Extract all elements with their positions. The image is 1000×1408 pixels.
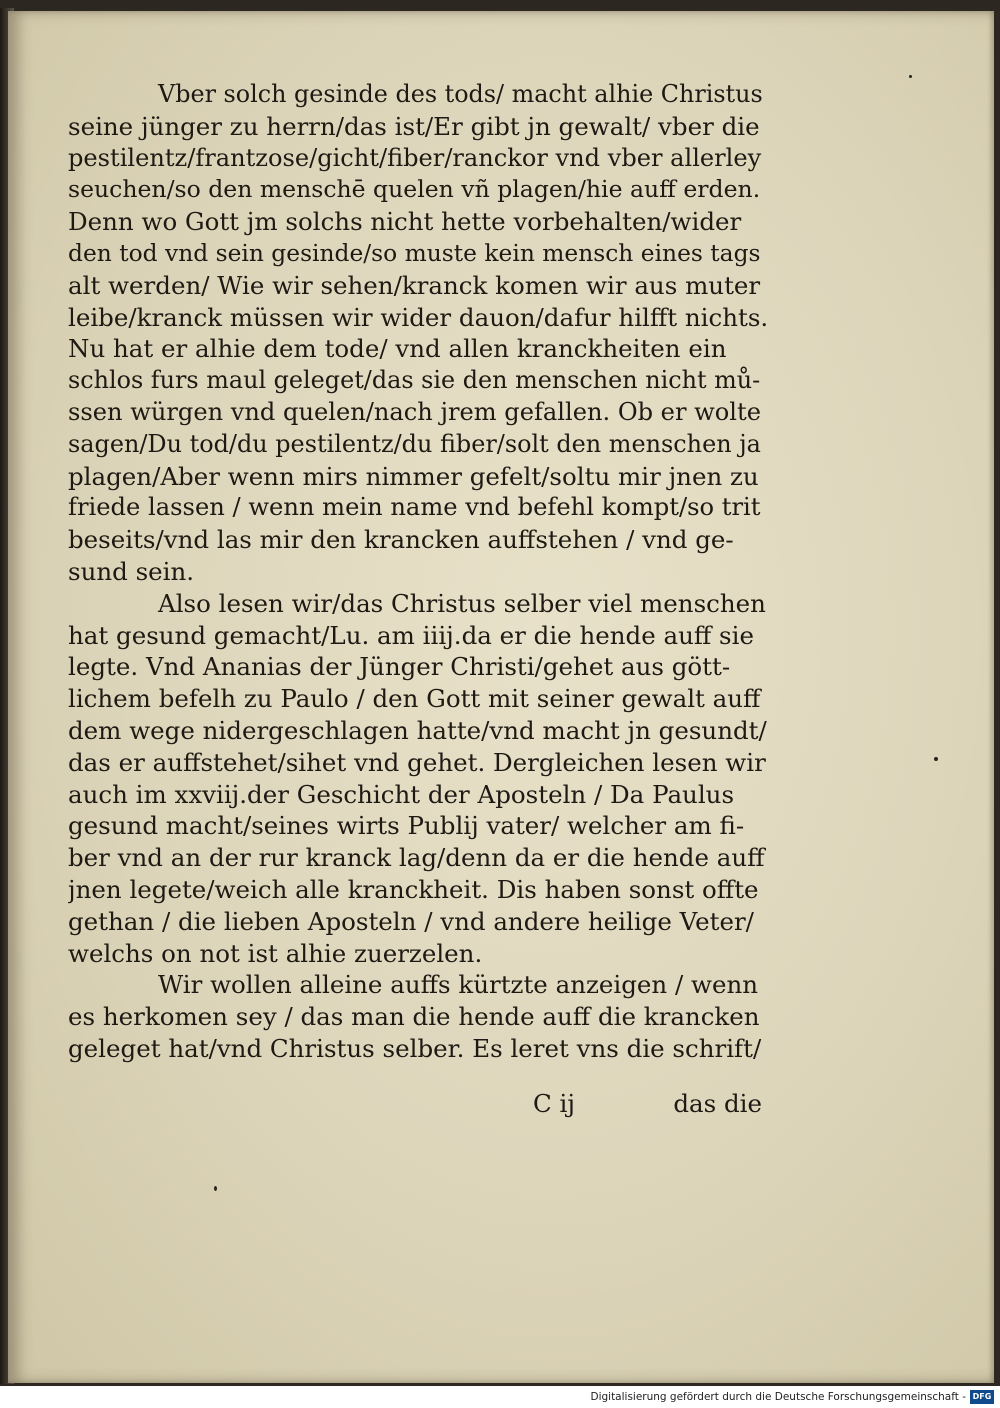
text-line: legte. Vnd Ananias der Jünger Christi/gehet aus gött-	[68, 652, 731, 682]
text-line: welchs on not ist alhie zuerzelen.	[68, 938, 483, 968]
catchword: das die	[673, 1089, 762, 1118]
text-line: seuchen/so den menschē quelen vñ plagen/hie auff erden.	[68, 175, 761, 204]
text-line: plagen/Aber wenn mirs nimmer gefelt/soltu mir jnen zu	[68, 461, 759, 491]
ink-speck	[934, 757, 938, 761]
text-line: Nu hat er alhie dem tode/ vnd allen kranckheiten ein	[68, 334, 727, 364]
text-line: den tod vnd sein gesinde/so muste kein mensch eines tags	[68, 238, 761, 267]
text-line: pestilentz/frantzose/gicht/fiber/ranckor vnd vber allerley	[68, 143, 762, 172]
text-line: auch im xxviij.der Geschicht der Aposteln / Da Paulus	[68, 779, 735, 809]
text-line: dem wege nidergeschlagen hatte/vnd macht jn gesundt/	[68, 715, 767, 745]
text-line: Also lesen wir/das Christus selber viel menschen	[158, 588, 766, 618]
text-line: alt werden/ Wie wir sehen/kranck komen wir aus muter	[68, 270, 761, 300]
page-leaf	[8, 11, 994, 1383]
text-line: jnen legete/weich alle kranckheit. Dis haben sonst offte	[68, 874, 759, 904]
text-line: das er auffstehet/sihet vnd gehet. Dergleichen lesen wir	[68, 747, 766, 777]
credit-text: Digitalisierung gefördert durch die Deutsche Forschungsgemeinschaft -	[590, 1391, 966, 1403]
text-line: es herkomen sey / das man die hende auff die krancken	[68, 1002, 760, 1032]
text-line: ssen würgen vnd quelen/nach jrem gefallen. Ob er wolte	[68, 397, 761, 426]
text-line: sagen/Du tod/du pestilentz/du fiber/solt den menschen ja	[68, 429, 761, 458]
ink-speck	[909, 75, 912, 78]
text-line: sund sein.	[68, 556, 195, 586]
text-line: Vber solch gesinde des tods/ macht alhie Christus	[158, 80, 763, 108]
text-line: Denn wo Gott jm solchs nicht hette vorbehalten/wider	[68, 207, 742, 237]
text-line: lichem befelh zu Paulo / den Gott mit seiner gewalt auff	[68, 684, 761, 714]
text-line: seine jünger zu herrn/das ist/Er gibt jn gewalt/ vber die	[68, 111, 760, 141]
page-footer-line	[68, 1089, 768, 1121]
ink-speck	[214, 1186, 217, 1191]
page-text-block	[68, 79, 768, 1065]
credit-bar	[0, 1386, 1000, 1408]
dfg-logo: DFG	[970, 1390, 994, 1404]
text-line: gethan / die lieben Aposteln / vnd andere heilige Veter/	[68, 906, 754, 936]
text-line: beseits/vnd las mir den krancken auffstehen / vnd ge-	[68, 525, 734, 555]
text-line: gesund macht/seines wirts Publij vater/ welcher am fi-	[68, 811, 745, 841]
signature-mark: C ij	[533, 1089, 575, 1118]
text-line: friede lassen / wenn mein name vnd befehl kompt/so trit	[68, 493, 761, 522]
text-line: hat gesund gemacht/Lu. am iiij.da er die hende auff sie	[68, 620, 754, 650]
text-line: Wir wollen alleine auffs kürtzte anzeigen / wenn	[158, 970, 759, 1000]
text-line: ber vnd an der rur kranck lag/denn da er die hende auff	[68, 843, 765, 873]
text-line: leibe/kranck müssen wir wider dauon/dafur hilfft nichts.	[68, 302, 768, 332]
text-line: schlos furs maul geleget/das sie den menschen nicht mů-	[68, 366, 761, 395]
text-line: geleget hat/vnd Christus selber. Es leret vns die schrift/	[68, 1033, 762, 1063]
